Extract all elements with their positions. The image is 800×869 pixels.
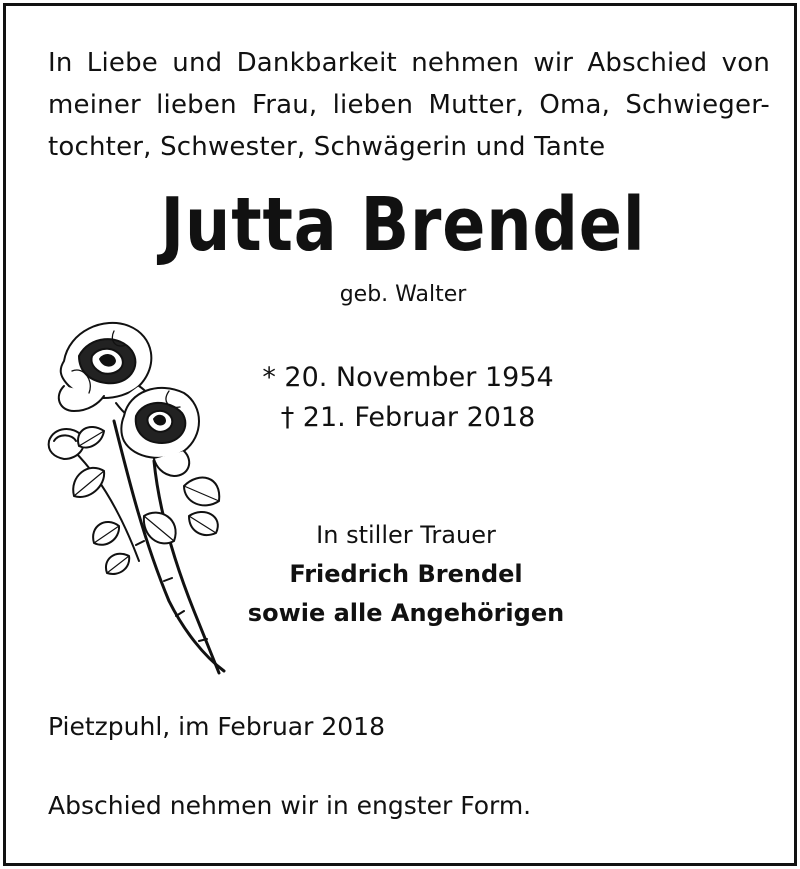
mourners-block [236, 516, 576, 633]
intro-line-2: meiner lieben Frau, lieben Mutter, Oma, Schwieger- [48, 90, 770, 120]
life-dates [258, 358, 558, 438]
intro-line-1: In Liebe und Dankbarkeit nehmen wir Abschied von [48, 48, 770, 78]
place-date: Pietzpuhl, im Februar 2018 [48, 712, 385, 741]
deceased-name: Jutta Brendel [160, 182, 646, 268]
intro-line-3: tochter, Schwester, Schwägerin und Tante [48, 132, 606, 162]
maiden-name: geb. Walter [339, 282, 467, 307]
intro-text [48, 42, 770, 168]
mourner-family: sowie alle Angehörigen [247, 599, 565, 627]
death-date: † 21. Februar 2018 [280, 402, 536, 433]
closing-note: Abschied nehmen wir in engster Form. [48, 791, 532, 820]
birth-date: * 20. November 1954 [262, 362, 554, 393]
obituary-frame [3, 3, 797, 866]
mourning-heading: In stiller Trauer [316, 521, 496, 549]
rose-icon [44, 311, 234, 681]
mourner-name: Friedrich Brendel [289, 560, 523, 588]
